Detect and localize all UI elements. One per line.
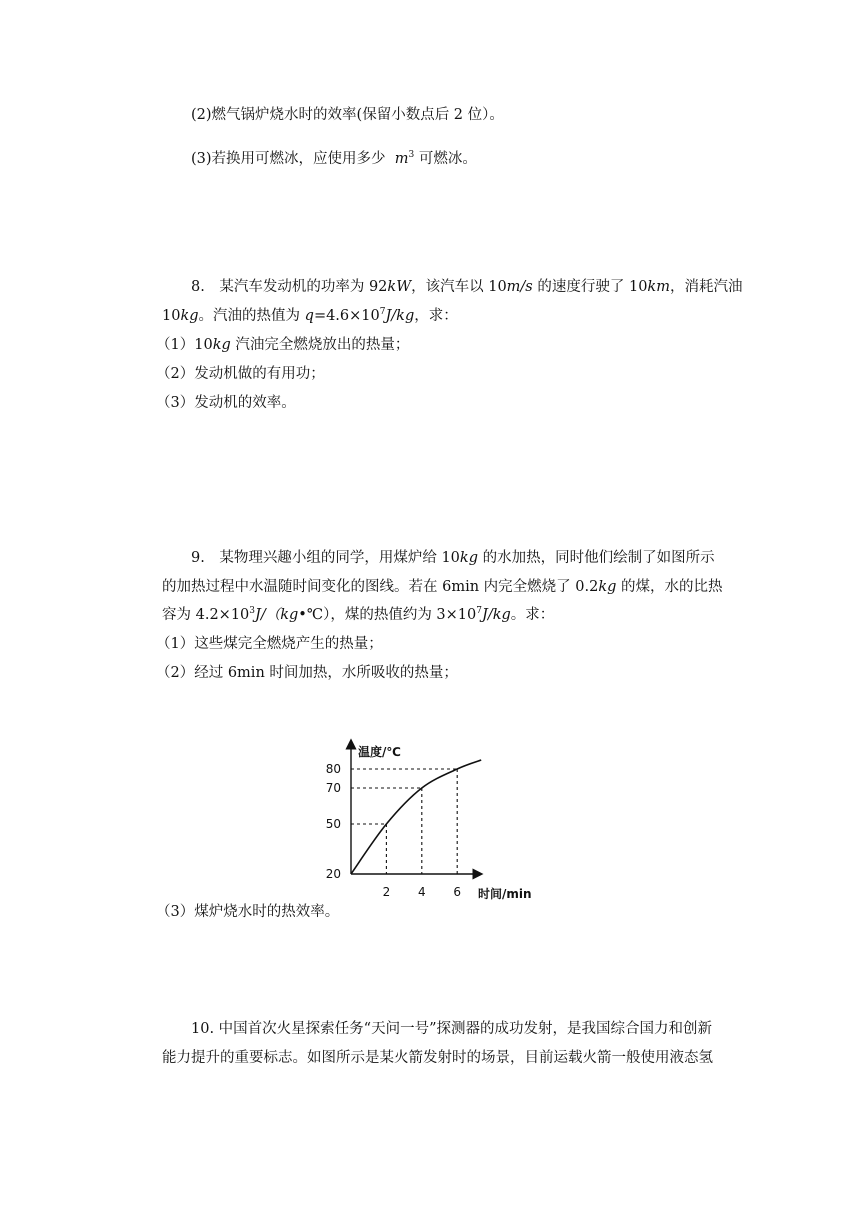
x-tick-labels	[383, 885, 461, 899]
text-run: ，消耗汽油	[669, 279, 743, 295]
text-run: （3）煤炉烧水时的热效率。	[156, 904, 340, 920]
text-run: J/kg	[385, 308, 415, 324]
q7-part3-unit: m	[394, 151, 409, 167]
x-axis-label: 时间/min	[478, 887, 532, 901]
text-run: 的水加热，同时他们绘制了如图所示	[477, 550, 715, 566]
text-run: 能力提升的重要标志。如图所示是某火箭发射时的场景，目前运载火箭一般使用液态氢	[162, 1050, 713, 1066]
q7-part3-exponent: 3	[408, 150, 415, 160]
q9-line-3	[162, 605, 554, 625]
text-run: 7	[476, 606, 482, 616]
text-run: kg	[212, 337, 231, 353]
y-tick-labels	[326, 762, 341, 881]
y-tick-50: 50	[325, 817, 341, 831]
x-tick-2: 2	[382, 885, 391, 899]
text-run: （1）10	[156, 337, 213, 353]
text-run: •℃），煤的热值约为 3×10	[298, 607, 477, 623]
q8-part3	[156, 393, 296, 413]
x-tick-4: 4	[417, 885, 426, 899]
text-run: 9. 某物理兴趣小组的同学，用煤炉给 10	[191, 550, 460, 566]
q9-line-1	[191, 548, 715, 568]
y-tick-80: 80	[325, 762, 341, 776]
text-run: （2）经过 6min 时间加热，水所吸收的热量；	[156, 665, 458, 681]
text-run: =4.6×10	[313, 308, 380, 324]
text-run: （1）这些煤完全燃烧产生的热量；	[156, 636, 383, 652]
text-run: kg	[459, 550, 478, 566]
text-run: km	[647, 279, 670, 295]
temperature-curve	[351, 760, 481, 874]
text-run: 。汽油的热值为	[198, 308, 305, 324]
q9-part1	[156, 634, 383, 654]
q7-part3-text: (3)若换用可燃冰，应使用多少	[191, 151, 386, 167]
text-run: ，该汽车以 10	[411, 279, 507, 295]
temperature-time-graph	[318, 736, 538, 902]
text-run: 7	[379, 307, 386, 317]
text-run: 3	[249, 606, 256, 616]
y-tick-70: 70	[325, 781, 341, 795]
text-run: 的速度行驶了 10	[532, 279, 648, 295]
q10-line-1	[191, 1019, 712, 1039]
text-run: 8. 某汽车发动机的功率为 92	[191, 279, 388, 295]
q8-part2	[156, 364, 325, 384]
text-run: （3）发动机的效率。	[156, 395, 296, 411]
q8-line-1	[191, 277, 742, 297]
q8-line-2	[162, 306, 458, 326]
text-run: 汽油完全燃烧放出的热量；	[230, 337, 410, 353]
text-run: kg	[280, 607, 299, 623]
q9-part2	[156, 663, 458, 683]
q7-part3	[191, 149, 477, 169]
text-run: J/（	[255, 607, 281, 623]
x-tick-6: 6	[453, 885, 462, 899]
q10-line-2	[162, 1048, 713, 1068]
text-run: kg	[598, 579, 617, 595]
text-run: （2）发动机做的有用功；	[156, 366, 325, 382]
q7-part3-text-end: 可燃冰。	[418, 151, 477, 167]
q7-part2: (2)燃气锅炉烧水时的效率(保留小数点后 2 位）。	[191, 107, 504, 123]
text-run: q	[304, 308, 314, 324]
text-run: m/s	[506, 279, 533, 295]
text-run: kg	[180, 308, 199, 324]
text-run: 的加热过程中水温随时间变化的图线。若在 6min 内完全燃烧了 0.2	[162, 579, 599, 595]
text-run: kW	[387, 279, 412, 295]
q9-part3	[156, 902, 339, 922]
text-run: 10. 中国首次火星探索任务“天问一号”探测器的成功发射，是我国综合国力和创新	[191, 1021, 712, 1037]
text-run: J/kg	[482, 607, 511, 623]
q8-part1	[156, 335, 409, 355]
q9-line-2	[162, 577, 723, 597]
text-run: 的煤，水的比热	[616, 579, 723, 595]
text-run: 。求：	[510, 607, 555, 623]
y-tick-20: 20	[325, 867, 341, 881]
guide-lines	[351, 769, 457, 874]
text-run: 10	[162, 308, 181, 324]
text-run: 容为 4.2×10	[162, 607, 250, 623]
y-axis-label: 温度/℃	[358, 745, 401, 759]
text-run: ，求：	[414, 308, 458, 324]
